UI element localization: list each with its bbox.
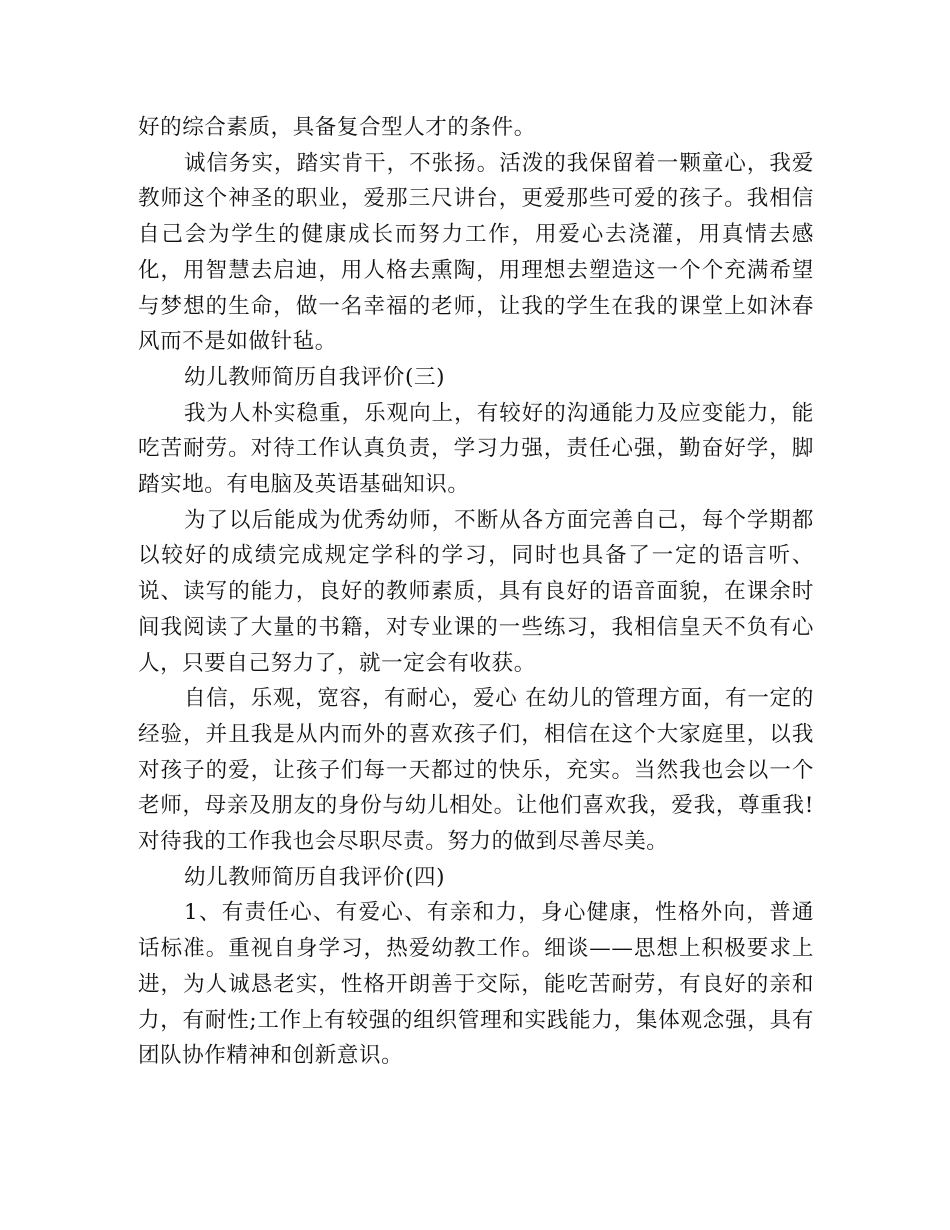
paragraph-personality: 我为人朴实稳重，乐观向上，有较好的沟通能力及应变能力，能吃苦耐劳。对待工作认真负责，学习力强，责任心强，勤奋好学，脚踏实地。有电脑及英语基础知识。 [138, 400, 814, 498]
paragraph-self-improvement: 为了以后能成为优秀幼师，不断从各方面完善自己，每个学期都以较好的成绩完成规定学科的学习，同时也具备了一定的语言听、说、读写的能力，良好的教师素质，具有良好的语音面貌，在课余时间我阅读了大量的书籍，对专业课的一些练习，我相信皇天不负有心人，只要自己努力了，就一定会有收获。 [138, 507, 814, 676]
paragraph-continuation: 好的综合素质，具备复合型人才的条件。 [138, 115, 536, 140]
document-body [138, 110, 814, 1074]
section-heading-three: 幼儿教师简历自我评价(三) [184, 364, 446, 390]
paragraph-childcare-experience: 自信，乐观，宽容，有耐心，爱心 在幼儿的管理方面，有一定的经验，并且我是从内而外的喜欢孩子们，相信在这个大家庭里，以我对孩子的爱，让孩子们每一天都过的快乐，充实。当然我也会以一个老师，母亲及朋友的身份与幼儿相处。让他们喜欢我，爱我，尊重我!对待我的工作我也会尽职尽责。努力的做到尽善尽美。 [138, 686, 814, 855]
paragraph-integrity: 诚信务实，踏实肯干，不张扬。活泼的我保留着一颗童心，我爱教师这个神圣的职业，爱那三尺讲台，更爱那些可爱的孩子。我相信自己会为学生的健康成长而努力工作，用爱心去浇灌，用真情去感化，用智慧去启迪，用人格去熏陶，用理想去塑造这一个个充满希望与梦想的生命，做一名幸福的老师，让我的学生在我的课堂上如沐春风而不是如做针毡。 [138, 150, 814, 355]
paragraph-responsibility: 1、有责任心、有爱心、有亲和力，身心健康，性格外向，普通话标准。重视自身学习，热爱幼教工作。细谈——思想上积极要求上进，为人诚恳老实，性格开朗善于交际，能吃苦耐劳，有良好的亲和力，有耐性;工作上有较强的组织管理和实践能力，集体观念强，具有团队协作精神和创新意识。 [138, 900, 814, 1069]
section-heading-four: 幼儿教师简历自我评价(四) [184, 864, 446, 890]
